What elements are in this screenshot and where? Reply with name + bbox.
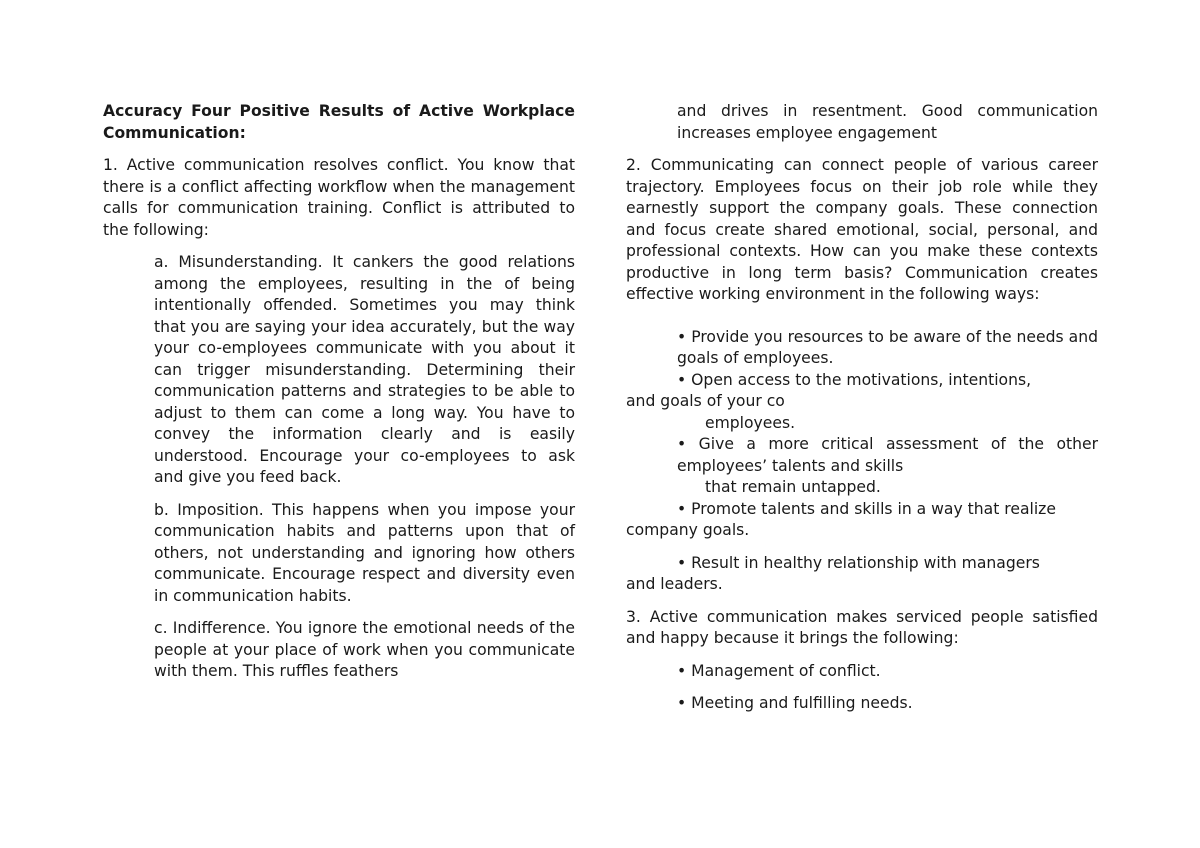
bullet-healthy-relationship-cont: and leaders. (626, 575, 723, 593)
sub-point-b-imposition: b. Imposition. This happens when you impose your communication habits and patterns upon that of others, not understanding and ignoring how others communicate. Encourage respect and diversity even in communication habits. (154, 500, 575, 605)
continued-paragraph: and drives in resentment. Good communication increases employee engagement (677, 102, 1098, 142)
bullet-critical-assessment-cont: that remain untapped. (705, 478, 881, 496)
bullet-critical-assessment: • Give a more critical assessment of the other employees’ talents and skills (677, 435, 1098, 475)
bullet-management-of-conflict: • Management of conflict. (677, 661, 881, 680)
bullet-promote-talents: • Promote talents and skills in a way that realize (677, 499, 1056, 518)
bullet-promote-talents-cont: company goals. (626, 521, 750, 539)
bullet-list-1 (626, 327, 1098, 596)
sub-point-c-indifference: c. Indifference. You ignore the emotional needs of the people at your place of work when you communicate with them. This ruffles feathers (154, 619, 575, 680)
point-2-paragraph: 2. Communicating can connect people of various career trajectory. Employees focus on their job role while they earnestly support the company goals. These connection and focus create shared emotional, social, personal, and professional contexts. How can you make these contexts productive in long term basis? Communication creates effective working environment in the following ways: (626, 156, 1098, 303)
sub-point-a-misunderstanding: a. Misunderstanding. It cankers the good relations among the employees, resulting in the of being intentionally offended. Sometimes you may think that you are saying your idea accurately, but the way your co-employees communicate with you about it can trigger misunderstanding. Determining their communication patterns and strategies to be able to adjust to them can come a long way. You have to convey the information clearly and is easily understood. Encourage your co-employees to ask and give you feed back. (154, 253, 575, 486)
bullet-healthy-relationship: • Result in healthy relationship with managers (677, 553, 1040, 572)
point-3-paragraph: 3. Active communication makes serviced people satisfied and happy because it brings the following: (626, 607, 1098, 647)
bullet-open-access-cont-2: employees. (705, 413, 796, 432)
right-column (626, 101, 1098, 715)
bullet-open-access-cont: and goals of your co (626, 392, 785, 410)
document-title: Accuracy Four Positive Results of Active Workplace Communication: (103, 102, 575, 142)
bullet-meeting-needs: • Meeting and fulfilling needs. (677, 694, 913, 712)
bullet-open-access: • Open access to the motivations, intentions, (677, 370, 1032, 389)
point-1-paragraph: 1. Active communication resolves conflict. You know that there is a conflict affecting workflow when the management calls for communication training. Conflict is attributed to the following: (103, 156, 575, 239)
bullet-provide-resources: • Provide you resources to be aware of the needs and goals of employees. (677, 327, 1098, 367)
left-column (103, 101, 575, 683)
